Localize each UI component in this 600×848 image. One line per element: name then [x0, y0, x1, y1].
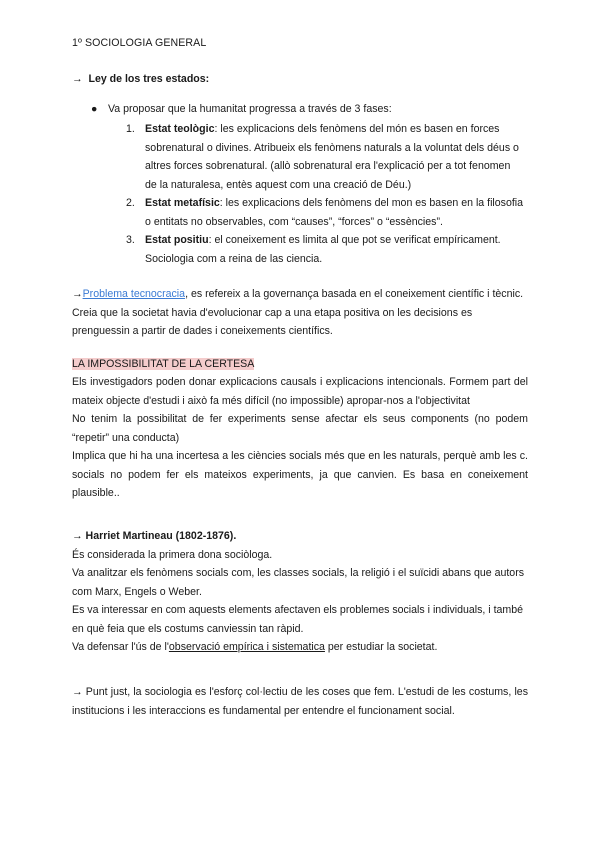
- arrow-icon: →: [72, 288, 83, 300]
- phase-term: Estat metafísic: [145, 197, 220, 209]
- technocracy-text: , es refereix a la governança basada en el coneixement científic i tècnic. Creia que la societat havia d'evolucionar cap a una etapa positiva on les decisions es prenguessin a partir de dades i coneixements científics.: [72, 288, 524, 337]
- martineau-heading: Harriet Martineau (1802-1876).: [85, 530, 237, 542]
- uncertainty-title: [72, 355, 528, 374]
- phase-text: : les explicacions dels fenòmens del mon es basen en la filosofia o entitats no observables, com “causes”, “forces” o “essències”.: [145, 197, 524, 228]
- phase-item: [126, 231, 525, 268]
- laws-heading: Ley de los tres estados:: [88, 73, 210, 85]
- martineau-line: [72, 638, 528, 657]
- phase-text: : el coneixement es limita al que pot se verificat empíricament. Sociologia com a reina de las ciencia.: [145, 234, 501, 265]
- conclusion-paragraph: → Punt just, la sociologia es l'esforç col·lectiu de les coses que fem. L'estudi de les costums, les institucions i les interaccions es fundamental per entendre el funcionament social.: [72, 686, 528, 717]
- phase-item: [126, 120, 525, 194]
- phase-number: 3.: [126, 234, 135, 246]
- page-header: 1º SOCIOLOGIA GENERAL: [72, 37, 207, 49]
- uncertainty-body: [72, 373, 528, 503]
- phases-list: [126, 120, 525, 268]
- technocracy-link[interactable]: Problema tecnocracia: [82, 288, 186, 300]
- martineau-line: És considerada la primera dona sociòloga.: [72, 548, 273, 561]
- bullet-item: [91, 100, 531, 119]
- underlined-phrase: observació empírica i sistematica: [168, 641, 325, 653]
- phase-number: 2.: [126, 197, 135, 209]
- bullet-icon: ●: [91, 103, 98, 115]
- section-heading-laws: [72, 70, 528, 89]
- martineau-section: [72, 527, 528, 657]
- technocracy-paragraph: [72, 285, 528, 341]
- highlighted-title: LA IMPOSSIBILITAT DE LA CERTESA: [72, 358, 255, 370]
- phase-number: 1.: [126, 123, 135, 135]
- martineau-line: Es va interessar en com aquests elements afectaven els problemes socials i individuals, i també en què feia que els costums canviessin tan ràpid.: [72, 604, 524, 635]
- martineau-text: Va defensar l'ús de l': [72, 641, 169, 653]
- uncertainty-paragraph: No tenim la possibilitat de fer experiments sense afectar els seus components (no podem “repetir” una conducta): [72, 413, 528, 444]
- martineau-text: per estudiar la societat.: [324, 641, 438, 653]
- bullet-text: Va proposar que la humanitat progressa a través de 3 fases:: [108, 103, 392, 115]
- phase-term: Estat teològic: [145, 123, 215, 135]
- phase-item: [126, 194, 525, 231]
- arrow-icon: →: [72, 73, 83, 85]
- phase-text: : les explicacions dels fenòmens del món es basen en forces sobrenatural o divines. Atribueix els fenòmens naturals a la voluntat dels déus o altres forces sobrenatural. (allò sobrenatural era l'explicació per a tot fenomen de la naturalesa, entès aquest com una creació de Déu.): [145, 123, 519, 191]
- uncertainty-paragraph: Implica que hi ha una incertesa a les ciències socials més que en les naturals, perquè amb les c. socials no podem fer els mateixos experiments, ja que canvien. Es basa en coneixement plausible..: [72, 450, 528, 499]
- phase-term: Estat positiu: [145, 234, 209, 246]
- arrow-icon: →: [72, 530, 83, 542]
- martineau-heading-line: [72, 527, 528, 546]
- martineau-line: Va analitzar els fenòmens socials com, les classes socials, la religió i el suïcidi abans que autors com Marx, Engels o Weber.: [72, 567, 525, 598]
- uncertainty-paragraph: Els investigadors poden donar explicacions causals i explicacions intencionals. Formem part del mateix objecte d'estudi i això fa més difícil (no impossible) apropar-nos a l'objectivitat: [72, 376, 528, 407]
